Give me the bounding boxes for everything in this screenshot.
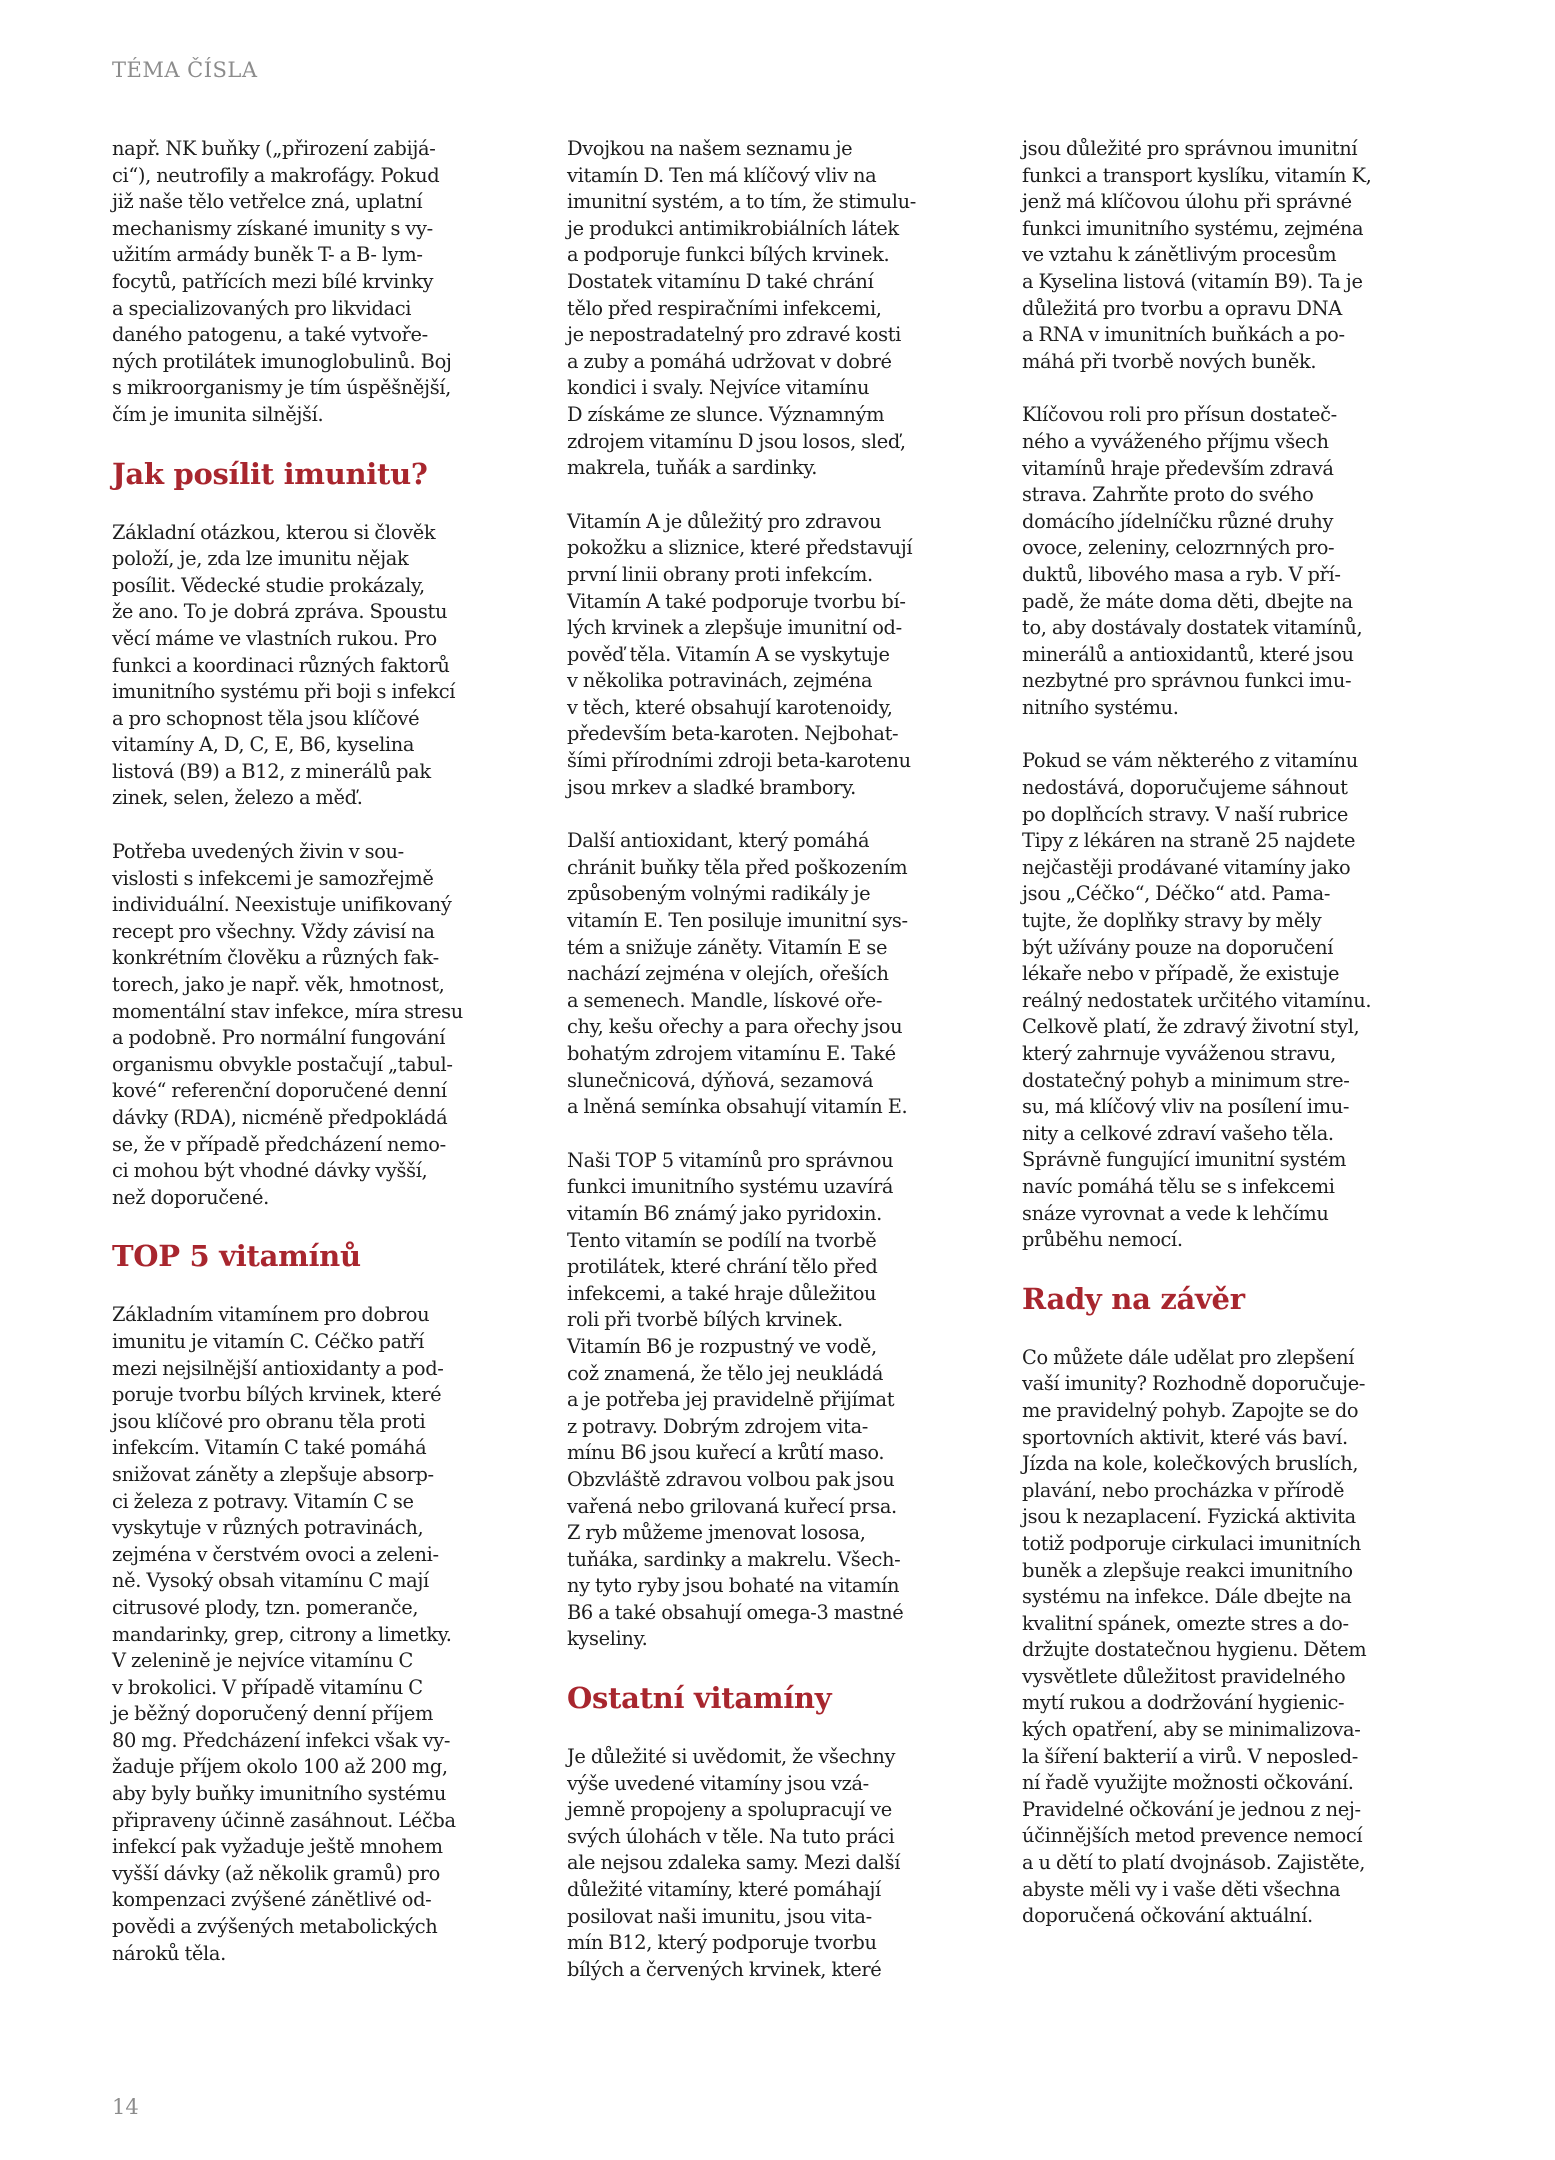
text-line: po doplňcích stravy. V naší rubrice: [1022, 802, 1349, 826]
text-line: vyskytuje v různých potravinách,: [112, 1516, 424, 1540]
text-line: vitamíny A, D, C, E, B6, kyselina: [112, 733, 415, 757]
text-line: první linii obrany proti infekcím.: [567, 562, 873, 586]
text-line: la šíření bakterií a virů. V neposled-: [1022, 1744, 1358, 1768]
text-line: snižovat záněty a zlepšuje absorp-: [112, 1462, 434, 1486]
text-line: užitím armády buněk T- a B- lym-: [112, 243, 423, 267]
text-line: vitamín D. Ten má klíčový vliv na: [567, 163, 877, 187]
text-line: šími přírodními zdroji beta-karotenu: [567, 749, 911, 773]
section-heading: TOP 5 vitamínů: [112, 1239, 361, 1274]
paragraph: [1022, 136, 1462, 375]
text-line: imunitní systém, a to tím, že stimulu-: [567, 190, 916, 214]
text-line: např. NK buňky („přirození zabijá-: [112, 137, 436, 160]
text-line: imunitního systému při boji s infekcí: [112, 680, 456, 704]
text-line: kyseliny.: [567, 1627, 648, 1651]
text-line: ci mohou být vhodné dávky vyšší,: [112, 1159, 428, 1183]
text-line: nezbytné pro správnou funkci imu-: [1022, 669, 1352, 693]
text-line: Tento vitamín se podílí na tvorbě: [567, 1228, 877, 1252]
paragraph: [567, 136, 1007, 482]
text-line: jsou k nezaplacení. Fyzická aktivita: [1022, 1505, 1356, 1529]
page-number: 14: [112, 2095, 139, 2119]
text-line: a pro schopnost těla jsou klíčové: [112, 706, 420, 730]
text-line: navíc pomáhá tělu se s infekcemi: [1022, 1174, 1335, 1198]
text-line: funkci a koordinaci různých faktorů: [112, 653, 450, 677]
text-line: a Kyselina listová (vitamín B9). Ta je: [1022, 269, 1363, 293]
text-line: aby byly buňky imunitního systému: [112, 1782, 447, 1806]
section-heading: Ostatní vitamíny: [567, 1681, 832, 1716]
text-line: kové“ referenční doporučené denní: [112, 1079, 447, 1103]
text-line: což znamená, že tělo jej neukládá: [567, 1361, 884, 1385]
section-heading: Rady na závěr: [1022, 1281, 1245, 1316]
text-line: svých úlohách v těle. Na tuto práci: [567, 1824, 895, 1848]
section-label: TÉMA ČÍSLA: [112, 58, 258, 82]
text-line: jenž má klíčovou úlohu při správné: [1022, 190, 1352, 214]
text-line: tujte, že doplňky stravy by měly: [1022, 909, 1322, 933]
text-line: snáze vyrovnat a vede k lehčímu: [1022, 1201, 1329, 1225]
text-line: způsobeným volnými radikály je: [567, 882, 871, 906]
text-line: jemně propojeny a spolupracují ve: [567, 1798, 892, 1822]
text-line: Z ryb můžeme jmenovat lososa,: [567, 1521, 866, 1545]
text-line: dostatečný pohyb a minimum stre-: [1022, 1068, 1350, 1092]
text-line: ny tyto ryby jsou bohaté na vitamín: [567, 1574, 900, 1598]
text-line: Vitamín B6 je rozpustný ve vodě,: [567, 1334, 877, 1358]
text-line: již naše tělo vetřelce zná, uplatní: [112, 190, 423, 214]
text-line: jsou „Céčko“, Déčko“ atd. Pama-: [1022, 882, 1331, 906]
text-line: ní řadě využijte možnosti očkování.: [1022, 1771, 1354, 1795]
text-line: připraveny účinně zasáhnout. Léčba: [112, 1808, 456, 1832]
text-line: vislosti s infekcemi je samozřejmě: [112, 866, 434, 890]
text-line: mínu B6 jsou kuřecí a krůtí maso.: [567, 1441, 885, 1465]
text-line: čím je imunita silnější.: [112, 402, 324, 426]
text-line: konkrétním člověku a různých fak-: [112, 946, 439, 970]
text-line: individuální. Neexistuje unifikovaný: [112, 893, 452, 917]
text-line: je produkci antimikrobiálních látek: [567, 216, 899, 240]
text-line: nedostává, doporučujeme sáhnout: [1022, 776, 1348, 800]
text-line: lých krvinek a zlepšuje imunitní od-: [567, 616, 902, 640]
text-line: posilovat naši imunitu, jsou vita-: [567, 1904, 872, 1928]
text-line: a semenech. Mandle, lískové oře-: [567, 988, 883, 1012]
text-line: minerálů a antioxidantů, které jsou: [1022, 642, 1354, 666]
text-line: Vitamín A také podporuje tvorbu bí-: [567, 589, 906, 613]
text-line: a je potřeba jej pravidelně přijímat: [567, 1388, 895, 1412]
text-line: chránit buňky těla před poškozením: [567, 855, 908, 879]
text-line: listová (B9) a B12, z minerálů pak: [112, 759, 431, 783]
text-line: ně. Vysoký obsah vitamínu C mají: [112, 1569, 429, 1593]
text-line: tělo před respiračními infekcemi,: [567, 296, 882, 320]
text-line: Pravidelné očkování je jednou z nej-: [1022, 1797, 1361, 1821]
text-line: Tipy z lékáren na straně 25 najdete: [1022, 829, 1356, 853]
text-line: Obzvláště zdravou volbou pak jsou: [567, 1467, 895, 1491]
text-line: abyste měli vy i vaše děti všechna: [1022, 1877, 1341, 1901]
text-line: položí, je, zda lze imunitu nějak: [112, 547, 409, 571]
text-line: ve vztahu k zánětlivým procesům: [1022, 243, 1337, 267]
article-column-3: [1022, 136, 1462, 1957]
text-line: ovoce, zeleniny, celozrnných pro-: [1022, 536, 1335, 560]
text-line: funkci imunitního systému uzavírá: [567, 1175, 894, 1199]
text-line: kompenzaci zvýšené zánětlivé od-: [112, 1888, 432, 1912]
paragraph: [567, 1744, 1007, 1983]
text-line: focytů, patřících mezi bílé krvinky: [112, 269, 434, 293]
text-line: především beta-karoten. Nejbohat-: [567, 722, 899, 746]
text-line: vaší imunity? Rozhodně doporučuje-: [1022, 1372, 1366, 1396]
text-line: ci železa z potravy. Vitamín C se: [112, 1489, 414, 1513]
text-line: ale nejsou zdaleka samy. Mezi další: [567, 1851, 901, 1875]
text-line: V zelenině je nejvíce vitamínu C: [112, 1649, 414, 1673]
text-line: Co můžete dále udělat pro zlepšení: [1022, 1345, 1355, 1369]
text-line: Základní otázkou, kterou si člověk: [112, 520, 436, 544]
text-line: protilátek, které chrání tělo před: [567, 1255, 878, 1279]
text-line: systému na infekce. Dále dbejte na: [1022, 1585, 1352, 1609]
paragraph: [112, 136, 552, 429]
text-line: zinek, selen, železo a měď.: [112, 786, 363, 810]
text-line: reálný nedostatek určitého vitamínu.: [1022, 988, 1372, 1012]
text-line: poruje tvorbu bílých krvinek, které: [112, 1383, 442, 1407]
text-line: vysvětlete důležitost pravidelného: [1022, 1664, 1346, 1688]
text-line: infekcemi, a také hraje důležitou: [567, 1281, 877, 1305]
text-line: pokožku a sliznice, které představují: [567, 536, 913, 560]
text-line: lékaře nebo v případě, že existuje: [1022, 962, 1340, 986]
text-line: účinnějších metod prevence nemocí: [1022, 1824, 1363, 1848]
text-line: B6 a také obsahují omega-3 mastné: [567, 1600, 904, 1624]
text-line: Pokud se vám některého z vitamínu: [1022, 749, 1358, 773]
text-line: kondici i svaly. Nejvíce vitamínu: [567, 376, 870, 400]
text-line: mandarinky, grep, citrony a limetky.: [112, 1622, 452, 1646]
text-line: roli při tvorbě bílých krvinek.: [567, 1308, 843, 1332]
text-line: infekcí pak vyžaduje ještě mnohem: [112, 1835, 443, 1859]
text-line: Klíčovou roli pro přísun dostateč-: [1022, 403, 1337, 427]
text-line: je nepostradatelný pro zdravé kosti: [567, 323, 902, 347]
text-line: Dostatek vitamínu D také chrání: [567, 269, 874, 293]
text-line: v brokolici. V případě vitamínu C: [112, 1675, 423, 1699]
text-line: strava. Zahrňte proto do svého: [1022, 483, 1314, 507]
paragraph: [112, 1302, 552, 1967]
text-line: Dvojkou na našem seznamu je: [567, 137, 853, 160]
text-line: padě, že máte doma děti, dbejte na: [1022, 589, 1353, 613]
text-line: nachází zejména v olejích, ořeších: [567, 962, 889, 986]
text-line: být užívány pouze na doporučení: [1022, 935, 1334, 959]
text-line: slunečnicová, dýňová, sezamová: [567, 1068, 874, 1092]
text-line: dávky (RDA), nicméně předpokládá: [112, 1106, 448, 1129]
text-line: plavání, nebo procházka v přírodě: [1022, 1478, 1345, 1502]
text-line: a podobně. Pro normální fungování: [112, 1026, 446, 1050]
text-line: žaduje příjem okolo 100 až 200 mg,: [112, 1755, 448, 1779]
text-line: recept pro všechny. Vždy závisí na: [112, 919, 435, 943]
text-line: chy, kešu ořechy a para ořechy jsou: [567, 1015, 903, 1039]
text-line: Celkově platí, že zdravý životní styl,: [1022, 1015, 1360, 1039]
article-column-2: [567, 136, 1007, 2010]
text-line: bohatým zdrojem vitamínu E. Také: [567, 1042, 896, 1065]
text-line: me pravidelný pohyb. Zapojte se do: [1022, 1398, 1359, 1422]
text-line: vyšší dávky (až několik gramů) pro: [112, 1861, 440, 1885]
text-line: jsou klíčové pro obranu těla proti: [112, 1409, 426, 1433]
text-line: a u dětí to platí dvojnásob. Zajistěte,: [1022, 1851, 1366, 1875]
text-line: jsou mrkev a sladké brambory.: [567, 775, 856, 799]
text-line: povědi a zvýšených metabolických: [112, 1915, 438, 1939]
text-line: duktů, libového masa a ryb. V pří-: [1022, 562, 1341, 586]
paragraph: [1022, 748, 1462, 1253]
text-line: mín B12, který podporuje tvorbu: [567, 1931, 877, 1955]
text-line: organismu obvykle postačují „tabul-: [112, 1052, 453, 1076]
paragraph: [112, 520, 552, 813]
text-line: pověď těla. Vitamín A se vyskytuje: [567, 642, 890, 666]
text-line: tém a snižuje záněty. Vitamín E se: [567, 935, 888, 959]
paragraph: [1022, 402, 1462, 721]
section-heading: Jak posílit imunitu?: [112, 456, 428, 491]
text-line: daného patogenu, a také vytvoře-: [112, 323, 428, 347]
text-line: momentální stav infekce, míra stresu: [112, 999, 463, 1023]
text-line: vitamínů hraje především zdravá: [1022, 456, 1334, 480]
text-line: nejčastěji prodávané vitamíny jako: [1022, 855, 1351, 879]
text-line: a RNA v imunitních buňkách a po-: [1022, 323, 1345, 347]
text-line: 80 mg. Předcházení infekci však vy-: [112, 1728, 451, 1752]
text-line: Jízda na kole, kolečkových bruslích,: [1022, 1452, 1359, 1476]
text-line: domácího jídelníčku různé druhy: [1022, 509, 1334, 533]
text-line: makrela, tuňák a sardinky.: [567, 456, 818, 480]
text-line: to, aby dostávaly dostatek vitamínů,: [1022, 616, 1363, 640]
text-line: a lněná semínka obsahují vitamín E.: [567, 1095, 908, 1119]
text-line: totiž podporuje cirkulaci imunitních: [1022, 1531, 1361, 1555]
text-line: držujte dostatečnou hygienu. Dětem: [1022, 1638, 1367, 1662]
text-line: vitamín E. Ten posiluje imunitní sys-: [567, 909, 908, 933]
text-line: že ano. To je dobrá zpráva. Spoustu: [112, 600, 448, 624]
text-line: funkci a transport kyslíku, vitamín K,: [1022, 163, 1372, 187]
paragraph: [567, 828, 1007, 1121]
text-line: v těch, které obsahují karotenoidy,: [567, 695, 893, 719]
text-line: buněk a zlepšuje reakci imunitního: [1022, 1558, 1353, 1582]
text-line: zdrojem vitamínu D jsou losos, sleď,: [567, 429, 906, 453]
paragraph: [112, 839, 552, 1211]
text-line: kých opatření, aby se minimalizova-: [1022, 1718, 1361, 1742]
text-line: citrusové plody, tzn. pomeranče,: [112, 1595, 419, 1619]
paragraph: [1022, 1345, 1462, 1930]
text-line: D získáme ze slunce. Významným: [567, 402, 885, 426]
text-line: Další antioxidant, který pomáhá: [567, 829, 870, 853]
text-line: nity a celkové zdraví vašeho těla.: [1022, 1121, 1334, 1145]
text-line: nároků těla.: [112, 1941, 226, 1965]
text-line: než doporučené.: [112, 1185, 269, 1209]
text-line: z potravy. Dobrým zdrojem vita-: [567, 1414, 868, 1438]
text-line: důležitá pro tvorbu a opravu DNA: [1022, 296, 1342, 320]
text-line: Vitamín A je důležitý pro zdravou: [567, 509, 882, 533]
text-line: vařená nebo grilovaná kuřecí prsa.: [567, 1494, 897, 1518]
text-line: nitního systému.: [1022, 695, 1179, 719]
text-line: su, má klíčový vliv na posílení imu-: [1022, 1095, 1350, 1119]
text-line: s mikroorganismy je tím úspěšnější,: [112, 376, 451, 400]
text-line: torech, jako je např. věk, hmotnost,: [112, 973, 445, 997]
text-line: Naši TOP 5 vitamínů pro správnou: [567, 1148, 894, 1172]
text-line: ci“), neutrofily a makrofágy. Pokud: [112, 163, 440, 187]
text-line: posílit. Vědecké studie prokázaly,: [112, 573, 425, 597]
text-line: Je důležité si uvědomit, že všechny: [567, 1745, 896, 1769]
text-line: Potřeba uvedených živin v sou-: [112, 840, 404, 864]
text-line: věcí máme ve vlastních rukou. Pro: [112, 626, 437, 650]
text-line: imunitu je vitamín C. Céčko patří: [112, 1329, 425, 1353]
text-line: a podporuje funkci bílých krvinek.: [567, 243, 890, 267]
text-line: mezi nejsilnější antioxidanty a pod-: [112, 1356, 444, 1380]
paragraph: [567, 1148, 1007, 1653]
text-line: funkci imunitního systému, zejména: [1022, 216, 1364, 240]
text-line: bílých a červených krvinek, které: [567, 1957, 882, 1981]
text-line: kvalitní spánek, omezte stres a do-: [1022, 1611, 1349, 1635]
text-line: ných protilátek imunoglobulinů. Boj: [112, 349, 452, 373]
text-line: důležité vitamíny, které pomáhají: [567, 1878, 881, 1902]
text-line: průběhu nemocí.: [1022, 1228, 1183, 1252]
text-line: výše uvedené vitamíny jsou vzá-: [567, 1771, 869, 1795]
text-line: který zahrnuje vyváženou stravu,: [1022, 1042, 1336, 1065]
text-line: se, že v případě předcházení nemo-: [112, 1132, 446, 1156]
article-column-1: [112, 136, 552, 1994]
text-line: a specializovaných pro likvidaci: [112, 296, 412, 320]
text-line: tuňáka, sardinky a makrelu. Všech-: [567, 1547, 901, 1571]
text-line: v několika potravinách, zejména: [567, 669, 873, 693]
text-line: sportovních aktivit, které vás baví.: [1022, 1425, 1348, 1449]
paragraph: [567, 509, 1007, 802]
text-line: jsou důležité pro správnou imunitní: [1022, 137, 1358, 160]
text-line: je běžný doporučený denní příjem: [112, 1702, 434, 1726]
text-line: mechanismy získané imunity s vy-: [112, 216, 433, 240]
text-line: infekcím. Vitamín C také pomáhá: [112, 1436, 427, 1460]
text-line: máhá při tvorbě nových buněk.: [1022, 349, 1317, 373]
text-line: a zuby a pomáhá udržovat v dobré: [567, 349, 892, 373]
text-line: mytí rukou a dodržování hygienic-: [1022, 1691, 1345, 1715]
text-line: ného a vyváženého příjmu všech: [1022, 429, 1329, 453]
text-line: doporučená očkování aktuální.: [1022, 1904, 1313, 1928]
text-line: Základním vitamínem pro dobrou: [112, 1303, 430, 1327]
text-line: vitamín B6 známý jako pyridoxin.: [567, 1201, 882, 1225]
text-line: Správně fungující imunitní systém: [1022, 1148, 1346, 1172]
text-line: zejména v čerstvém ovoci a zeleni-: [112, 1542, 439, 1566]
